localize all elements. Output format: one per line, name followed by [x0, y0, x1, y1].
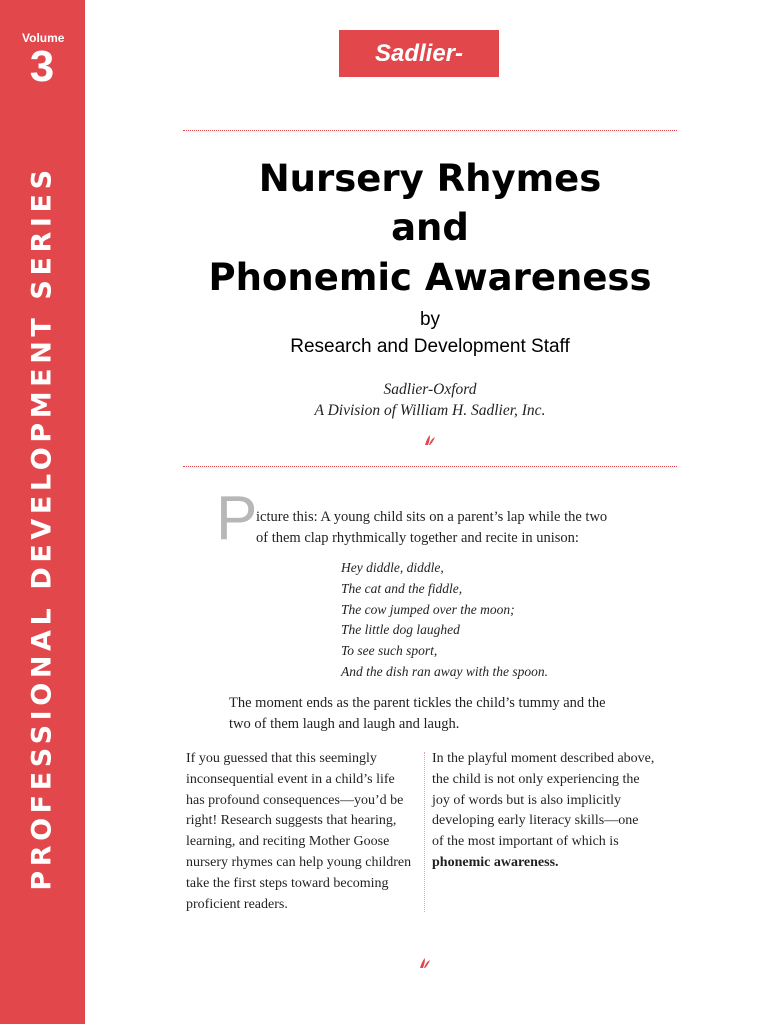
body-line: joy of words but is also implicitly: [432, 792, 621, 808]
body-line: If you guessed that this seemingly: [186, 751, 377, 766]
left-column: [186, 749, 426, 915]
brand-logo: Sadlier-Oxford: [339, 30, 499, 77]
body-line: has profound consequences—you’d be: [186, 792, 404, 808]
title-line-1: Nursery Rhymes: [258, 157, 602, 200]
body-line: inconsequential event in a child’s life: [186, 771, 395, 787]
poem-line: The little dog laughed: [341, 622, 460, 637]
emphasis-term: phonemic awareness.: [432, 854, 559, 870]
publisher-division: A Division of William H. Sadlier, Inc.: [314, 402, 546, 419]
series-title: PROFESSIONAL DEVELOPMENT SERIES: [26, 165, 58, 891]
intro-line-1: icture this: A young child sits on a parent’s lap while the two: [256, 509, 608, 525]
body-line: nursery rhymes can help young children: [186, 854, 412, 870]
body-line: of the most important of which is: [432, 834, 619, 850]
volume-number: 3: [29, 42, 55, 91]
body-line: proficient readers.: [186, 896, 288, 912]
leaf-ornament-icon: [415, 957, 435, 972]
poem-line: The cow jumped over the moon;: [341, 602, 515, 617]
right-column: [432, 749, 672, 874]
body-line: take the first steps toward becoming: [186, 875, 389, 891]
title-line-2: and: [391, 206, 469, 249]
top-divider: [183, 130, 677, 131]
poem-line: And the dish ran away with the spoon.: [341, 664, 548, 679]
body-line: learning, and reciting Mother Goose: [186, 834, 390, 850]
author-line: Research and Development Staff: [290, 336, 570, 357]
moment-line-2: two of them laugh and laugh and laugh.: [229, 716, 460, 732]
body-line: right! Research suggests that hearing,: [186, 813, 397, 829]
body-line: In the playful moment described above,: [432, 751, 655, 766]
poem-line: To see such sport,: [341, 643, 438, 658]
body-line: developing early literacy skills—one: [432, 813, 639, 829]
leaf-ornament-icon: [420, 434, 440, 449]
moment-line-1: The moment ends as the parent tickles the child’s tummy and the: [229, 695, 606, 711]
publisher-name: Sadlier-Oxford: [383, 381, 477, 398]
poem-line: The cat and the fiddle,: [341, 581, 463, 596]
poem-line: Hey diddle, diddle,: [341, 560, 444, 575]
by-label: by: [419, 309, 441, 330]
body-line: the child is not only experiencing the: [432, 771, 640, 787]
drop-cap: P: [216, 484, 258, 553]
title-line-3: Phonemic Awareness: [208, 256, 652, 299]
volume-label: Volume: [22, 31, 65, 45]
sidebar-band: [0, 0, 85, 1024]
middle-divider: [183, 466, 677, 467]
intro-line-2: of them clap rhythmically together and recite in unison:: [256, 530, 579, 546]
column-divider: [424, 752, 425, 912]
